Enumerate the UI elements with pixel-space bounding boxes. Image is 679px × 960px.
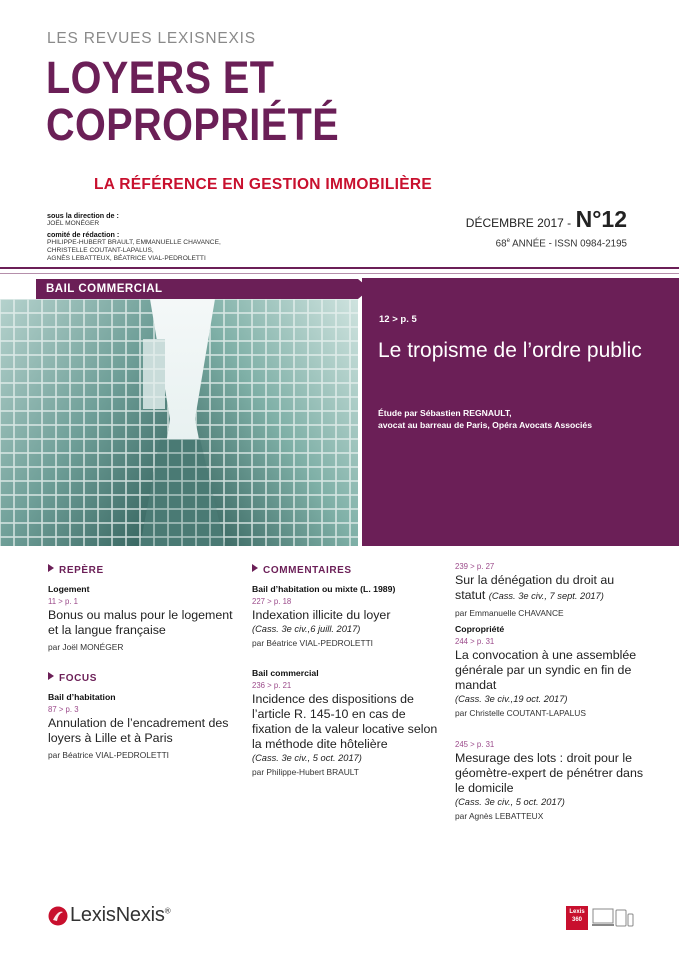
- article-rubric: Copropriété: [455, 624, 505, 634]
- article-title[interactable]: La convocation à une assemblée générale par un syndic en fin de mandat: [455, 648, 637, 692]
- article-title[interactable]: Incidence des dispositions de l’article R. 145-10 en cas de fixation de la valeur locative selon la méthode dite hôtelière: [252, 692, 438, 751]
- brand-name: LexisNexis: [70, 904, 165, 926]
- triangle-icon: [252, 564, 258, 572]
- badge-line: Lexis: [569, 909, 585, 915]
- committee-line: AGNÈS LEBATTEUX, BÉATRICE VIAL-PEDROLETTI: [47, 255, 206, 263]
- article-author: par Christelle COUTANT-LAPALUS: [455, 708, 586, 718]
- journal-title: [46, 54, 339, 148]
- lead-article-ref: 12 > p. 5: [379, 314, 417, 325]
- column-commentaires-continued: [455, 562, 645, 835]
- tagline: LA RÉFÉRENCE EN GESTION IMMOBILIÈRE: [94, 176, 433, 193]
- triangle-icon: [48, 672, 54, 680]
- committee-label: comité de rédaction :: [47, 230, 120, 240]
- article-title[interactable]: Indexation illicite du loyer: [252, 608, 391, 622]
- article-ref: 236 > p. 21: [252, 681, 292, 690]
- article-item[interactable]: [48, 584, 238, 652]
- section-tab: BAIL COMMERCIAL: [36, 279, 358, 299]
- title-line-1: LOYERS ET: [46, 52, 275, 103]
- article-author: par Emmanuelle CHAVANCE: [455, 608, 564, 618]
- year-issn: ANNÉE - ISSN 0984-2195: [509, 238, 627, 250]
- article-ref: 227 > p. 18: [252, 597, 292, 606]
- article-title-text: Sur la dénégation du droit au statut: [455, 573, 615, 602]
- section-heading-focus: [48, 672, 238, 684]
- editorial-board: [47, 212, 221, 264]
- article-rubric: Logement: [48, 584, 90, 594]
- lead-author-line: Étude par Sébastien REGNAULT,: [378, 408, 512, 418]
- article-rubric: Bail d’habitation ou mixte (L. 1989): [252, 584, 396, 594]
- article-ref: 87 > p. 3: [48, 705, 79, 714]
- director-name: JOËL MONÉGER: [47, 220, 100, 228]
- lexisnexis-logo-icon: [48, 906, 68, 931]
- column-repere-focus: [48, 564, 238, 774]
- article-item[interactable]: [455, 740, 645, 821]
- article-rubric: Bail d’habitation: [48, 692, 116, 702]
- article-ref: 239 > p. 27: [455, 562, 495, 571]
- article-citation: (Cass. 3e civ.,6 juill. 2017): [252, 624, 361, 634]
- article-author: par Béatrice VIAL-PEDROLETTI: [48, 750, 170, 760]
- article-author: par Agnès LEBATTEUX: [455, 811, 544, 821]
- issue-number: N°12: [575, 206, 627, 232]
- article-item[interactable]: [455, 562, 645, 618]
- article-citation: (Cass. 3e civ., 7 sept. 2017): [488, 591, 604, 601]
- article-citation: (Cass. 3e civ., 5 oct. 2017): [455, 797, 565, 807]
- section-heading-repere: [48, 564, 238, 576]
- article-title[interactable]: Annulation de l’encadrement des loyers à Lille et à Paris: [48, 716, 229, 745]
- badge-line: 360: [571, 917, 582, 923]
- article-title[interactable]: Mesurage des lots : droit pour le géomètre-expert de pénétrer dans le domicile: [455, 751, 644, 795]
- article-author: par Philippe-Hubert BRAULT: [252, 767, 359, 777]
- building-photo-illustration: [0, 299, 358, 546]
- article-title[interactable]: Bonus ou malus pour le logement et la langue française: [48, 608, 233, 637]
- issue-info: [466, 206, 627, 233]
- year-number: 68: [495, 238, 507, 250]
- devices-icon: [592, 908, 634, 935]
- article-citation: (Cass. 3e civ.,19 oct. 2017): [455, 694, 568, 704]
- article-item[interactable]: [48, 692, 238, 760]
- article-ref: 244 > p. 31: [455, 637, 495, 646]
- cover-photo: [0, 299, 358, 546]
- section-heading-commentaires: [252, 564, 442, 576]
- brand-reg-mark: ®: [164, 906, 171, 916]
- article-citation: (Cass. 3e civ., 5 oct. 2017): [252, 753, 362, 763]
- article-author: par Joël MONÉGER: [48, 642, 124, 652]
- article-item[interactable]: [252, 584, 442, 648]
- lead-article-author: [378, 407, 592, 431]
- triangle-icon: [48, 564, 54, 572]
- section-heading-label: REPÈRE: [59, 565, 104, 576]
- lexis360-badge: [566, 906, 588, 930]
- article-author: par Béatrice VIAL-PEDROLETTI: [252, 638, 374, 648]
- article-ref: 245 > p. 31: [455, 740, 495, 749]
- article-title[interactable]: [455, 573, 645, 604]
- issue-year-issn: [496, 238, 627, 249]
- column-commentaires: [252, 564, 442, 791]
- direction-label: sous la direction de :: [47, 211, 119, 220]
- title-line-2: COPROPRIÉTÉ: [46, 99, 340, 150]
- lead-article-title[interactable]: Le tropisme de l’ordre public: [378, 339, 642, 362]
- year-sup: e: [506, 238, 510, 244]
- lead-author-line: avocat au barreau de Paris, Opéra Avocats Associés: [378, 420, 592, 430]
- series-name: LES REVUES LEXISNEXIS: [47, 30, 256, 47]
- lexisnexis-wordmark: [70, 904, 170, 927]
- divider: [0, 273, 679, 274]
- divider: [0, 267, 679, 269]
- article-item[interactable]: [252, 668, 442, 777]
- article-rubric: Bail commercial: [252, 668, 319, 678]
- issue-date: DÉCEMBRE 2017 -: [465, 216, 572, 230]
- committee-line: CHRISTELLE COUTANT-LAPALUS,: [47, 247, 154, 255]
- article-item[interactable]: [455, 624, 645, 718]
- section-heading-label: COMMENTAIRES: [263, 565, 352, 576]
- section-heading-label: FOCUS: [59, 673, 97, 684]
- article-ref: 11 > p. 1: [48, 597, 78, 606]
- lead-article[interactable]: [362, 278, 679, 546]
- committee-line: PHILIPPE-HUBERT BRAULT, EMMANUELLE CHAVANCE,: [47, 239, 221, 247]
